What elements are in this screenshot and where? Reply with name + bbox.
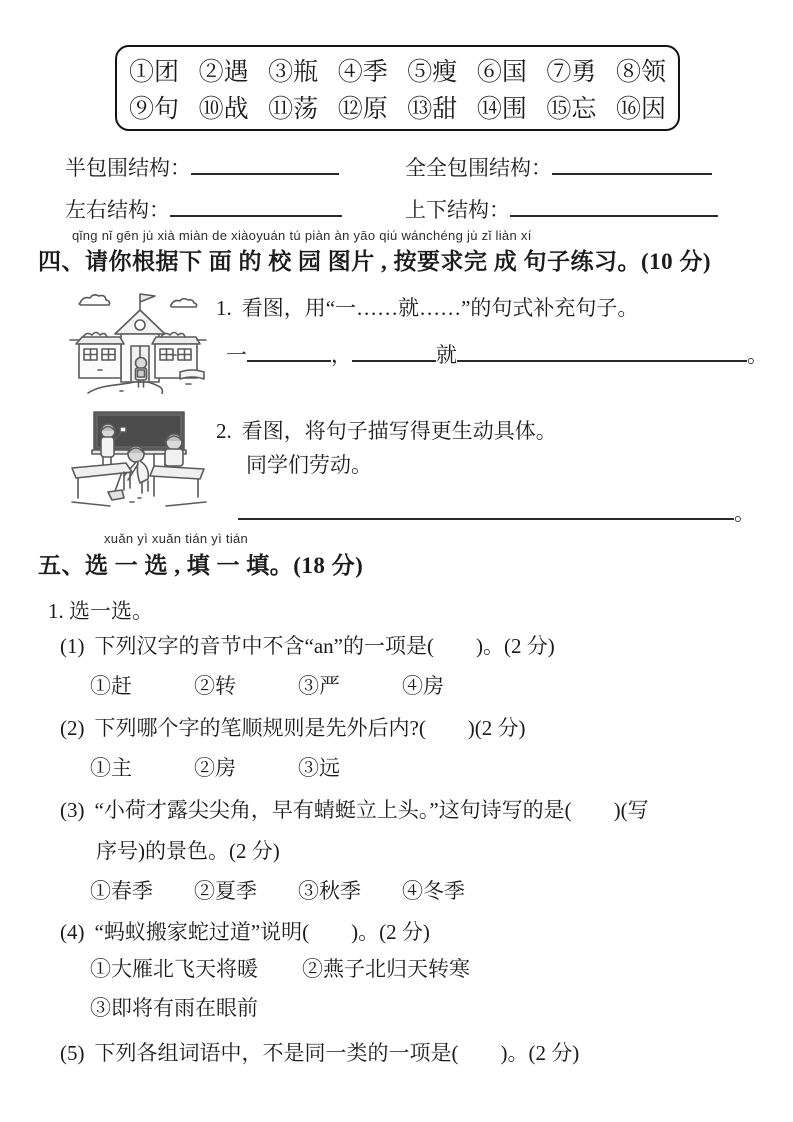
char-item: ⑬甜	[407, 95, 458, 123]
structure-line-full	[405, 151, 712, 181]
option: ③即将有雨在眼前	[90, 996, 258, 1020]
char-item: ⑯因	[615, 95, 666, 123]
structure-label: 上下结构：	[405, 198, 510, 223]
answer-blank	[552, 151, 712, 175]
answer-blank	[352, 338, 436, 362]
section4-q1	[216, 295, 638, 321]
option: ①主	[90, 756, 132, 780]
section5-q3-line2: 序号)的景色。(2 分)	[96, 839, 280, 863]
section5-q3-line1	[60, 797, 649, 823]
section5-q4	[60, 919, 430, 945]
option: ②夏季	[194, 879, 257, 903]
char-item: ⑪荡	[268, 95, 319, 123]
structure-line-topbottom	[405, 193, 718, 223]
char-item: ①团	[129, 58, 180, 86]
q-number: (5)	[60, 1041, 85, 1065]
q2-number: 2.	[216, 419, 232, 443]
char-item: ⑭围	[476, 95, 527, 123]
section5-sub1: 1. 选一选。	[48, 599, 153, 623]
structure-label: 半包围结构：	[65, 156, 191, 181]
character-row-1	[129, 52, 666, 88]
option: ③严	[298, 674, 340, 698]
fill-comma: ，	[331, 343, 352, 368]
q2-text: 看图，将句子描写得更生动具体。	[241, 419, 557, 443]
character-choice-box	[115, 45, 680, 131]
option: ④房	[402, 674, 444, 698]
section5-q2-options	[90, 755, 340, 781]
option: ③远	[298, 756, 340, 780]
char-item: ④季	[337, 58, 388, 86]
option: ①春季	[90, 879, 153, 903]
q-number: (4)	[60, 920, 85, 944]
q-number: (2)	[60, 716, 85, 740]
section4-q2-sentence: 同学们劳动。	[246, 453, 372, 477]
char-item: ③瓶	[268, 58, 319, 86]
q-text: “蚂蚁搬家蛇过道”说明( )。(2 分)	[94, 920, 430, 944]
section5-pinyin: xuǎn yì xuǎn tián yì tián	[104, 531, 249, 546]
structure-line-half	[65, 151, 339, 181]
char-item: ⑤瘦	[407, 58, 458, 86]
answer-blank	[510, 193, 718, 217]
q-number: (3)	[60, 798, 85, 822]
char-item: ②遇	[198, 58, 249, 86]
fill-period: 。	[734, 501, 755, 526]
char-item: ⑥国	[476, 58, 527, 86]
section4-q1-fill-line	[226, 338, 768, 368]
q1-number: 1.	[216, 296, 232, 320]
answer-blank	[238, 496, 734, 520]
char-item: ⑨句	[129, 95, 180, 123]
answer-blank	[247, 338, 331, 362]
section5-q1	[60, 633, 555, 659]
section4-q2-fill-line	[238, 496, 755, 526]
char-item: ⑩战	[198, 95, 249, 123]
section5-q1-options	[90, 673, 444, 699]
section5-heading: 五、选 一 选 , 填 一 填。(18 分)	[38, 553, 364, 578]
section5-q4-options-row1	[90, 956, 470, 982]
answer-blank	[457, 338, 747, 362]
section4-heading: 四、请你根据下 面 的 校 园 图片 , 按要求完 成 句子练习。(10 分)	[38, 249, 712, 274]
char-item: ⑮忘	[546, 95, 597, 123]
section4-pinyin: qǐng nǐ gēn jù xià miàn de xiàoyuán tú piàn àn yāo qiú wánchéng jù zǐ liàn xí	[72, 228, 532, 243]
fill-jiu: 就	[436, 343, 457, 368]
option: ①赶	[90, 674, 132, 698]
section4-q2	[216, 418, 557, 444]
answer-blank	[191, 151, 339, 175]
option: ④冬季	[402, 879, 465, 903]
fill-prefix: 一	[226, 343, 247, 368]
q1-text: 看图，用“一……就……”的句式补充句子。	[241, 296, 639, 320]
q-number: (1)	[60, 634, 85, 658]
character-row-2	[129, 89, 666, 125]
q-text: 下列汉字的音节中不含“an”的一项是( )。(2 分)	[94, 634, 555, 658]
option: ②燕子北归天转寒	[302, 957, 470, 981]
option: ①大雁北飞天将暖	[90, 957, 258, 981]
option: ②房	[194, 756, 236, 780]
structure-label: 全全包围结构：	[405, 156, 552, 181]
char-item: ⑫原	[337, 95, 388, 123]
q-text: “小荷才露尖尖角，早有蜻蜓立上头。”这句诗写的是( )(写	[94, 798, 649, 822]
section5-q4-options-row2	[90, 995, 258, 1021]
char-item: ⑦勇	[546, 58, 597, 86]
school-illustration	[68, 288, 208, 394]
section5-q5	[60, 1040, 579, 1066]
section5-q3-options	[90, 878, 465, 904]
option: ③秋季	[298, 879, 361, 903]
answer-blank	[170, 193, 342, 217]
fill-period: 。	[747, 343, 768, 368]
structure-label: 左右结构：	[65, 198, 170, 223]
q-text: 下列各组词语中，不是同一类的一项是( )。(2 分)	[94, 1041, 580, 1065]
char-item: ⑧领	[615, 58, 666, 86]
q-text: 下列哪个字的笔顺规则是先外后内?( )(2 分)	[94, 716, 526, 740]
structure-line-leftright	[65, 193, 342, 223]
section5-q2	[60, 715, 526, 741]
option: ②转	[194, 674, 236, 698]
classroom-illustration	[70, 406, 208, 508]
